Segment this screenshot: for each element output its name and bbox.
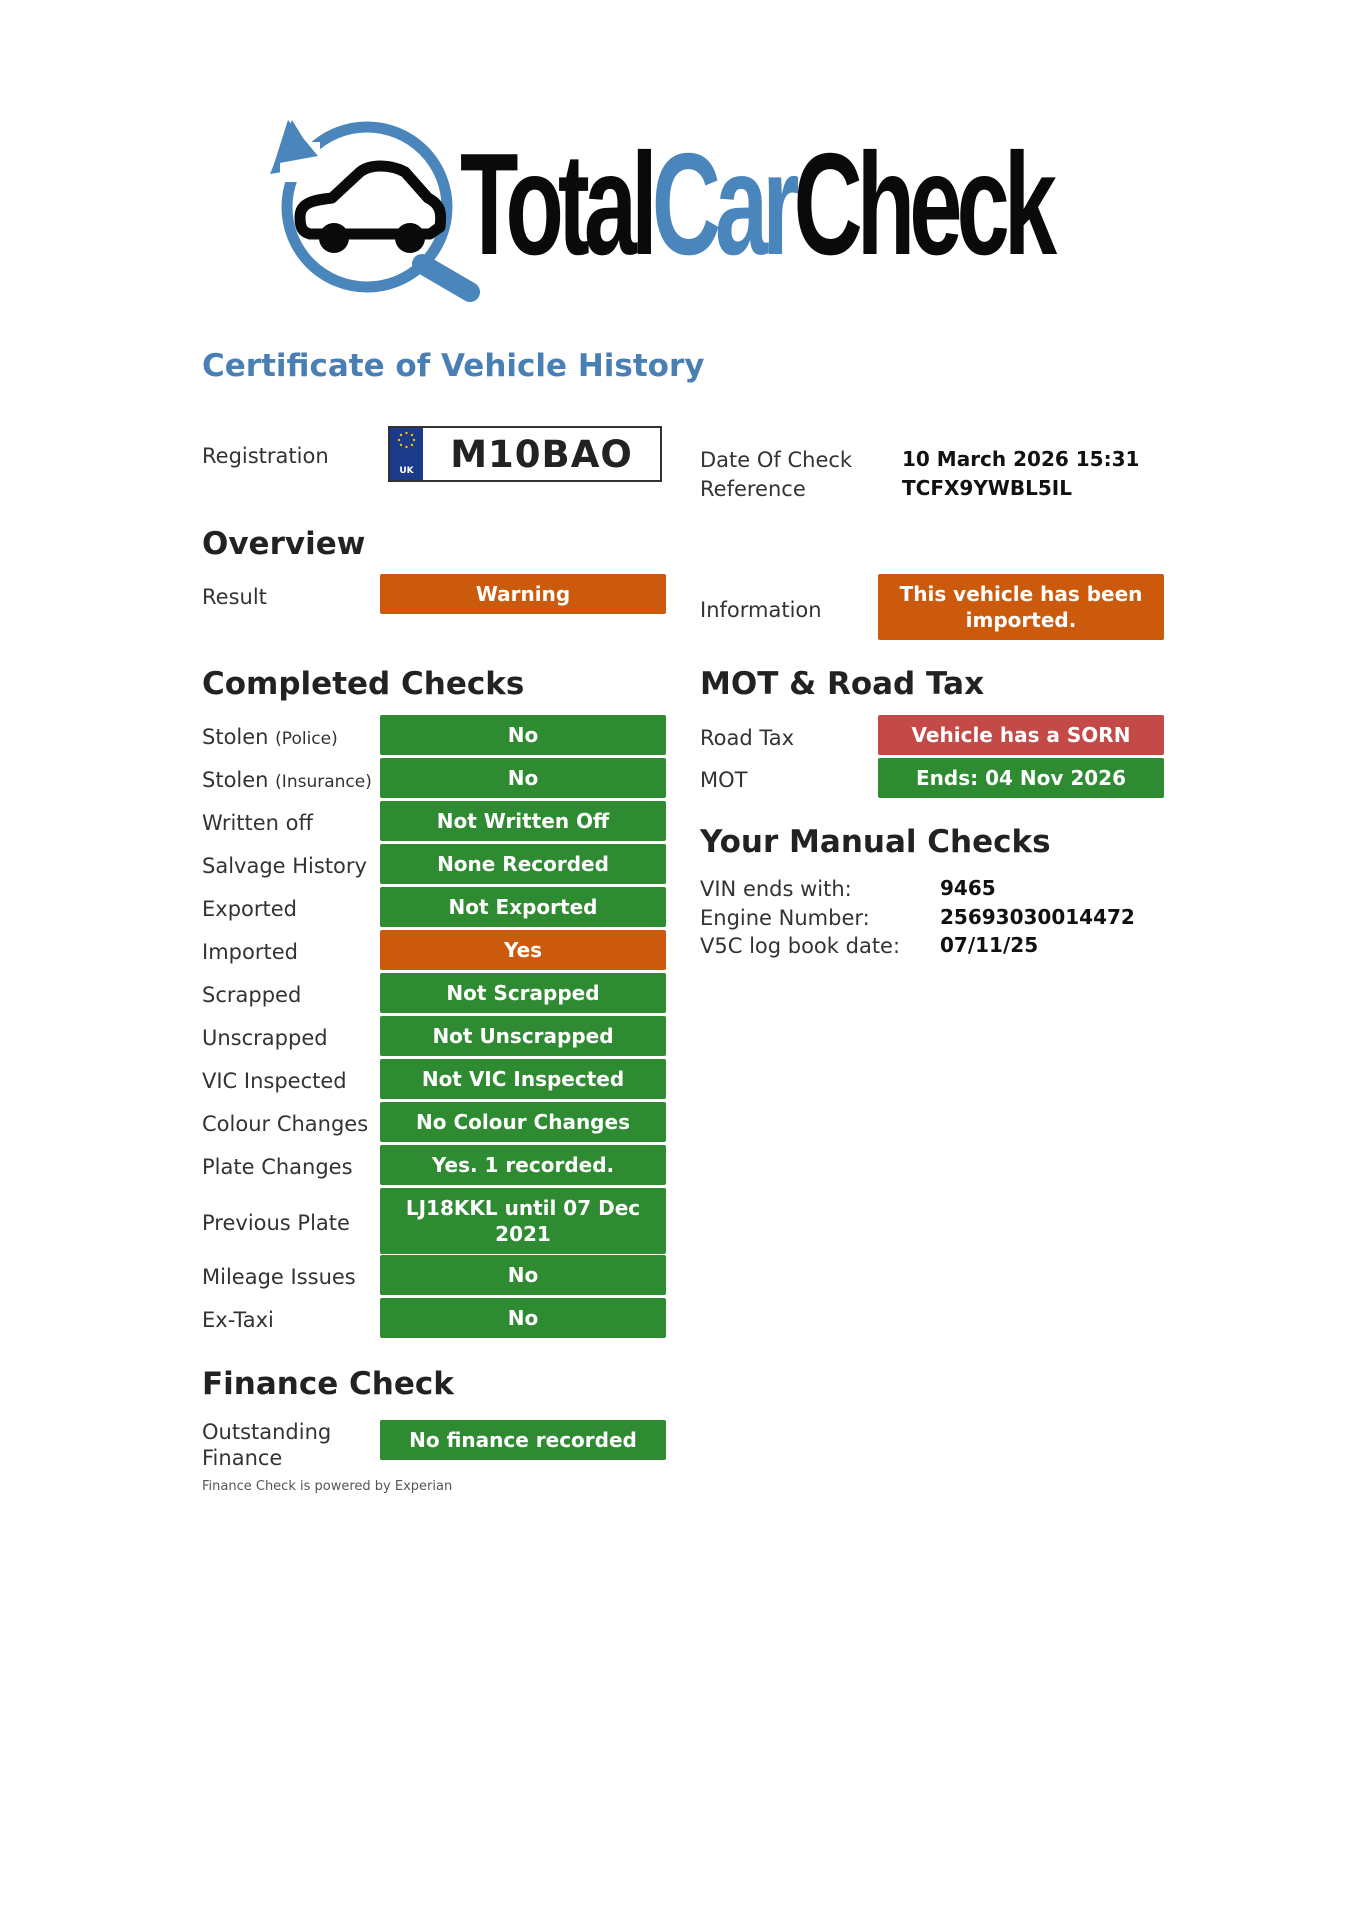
mot-badge: Ends: 04 Nov 2026 xyxy=(878,758,1164,798)
car-magnifier-logo-icon xyxy=(270,112,490,302)
check-result-badge: LJ18KKL until 07 Dec 2021 xyxy=(380,1188,666,1254)
check-label xyxy=(202,940,298,965)
check-label xyxy=(202,1112,368,1137)
check-label xyxy=(202,1308,274,1333)
check-label xyxy=(202,854,367,879)
check-label-qualifier: (Police) xyxy=(275,728,338,749)
check-label xyxy=(202,811,313,836)
check-result-badge: Yes xyxy=(380,930,666,970)
check-label-text: VIC Inspected xyxy=(202,1068,347,1093)
check-label-text: Scrapped xyxy=(202,982,302,1007)
plate-number: M10BAO xyxy=(450,432,633,476)
registration-label: Registration xyxy=(202,444,329,468)
manual-checks-heading: Your Manual Checks xyxy=(700,824,1051,860)
check-label-text: Mileage Issues xyxy=(202,1264,356,1289)
check-result-badge: No xyxy=(380,715,666,755)
check-result-badge: No xyxy=(380,1298,666,1338)
check-result-badge: Yes. 1 recorded. xyxy=(380,1145,666,1185)
brand-word-total: Total xyxy=(460,123,652,285)
road-tax-badge: Vehicle has a SORN xyxy=(878,715,1164,755)
check-result-badge: Not Unscrapped xyxy=(380,1016,666,1056)
result-badge: Warning xyxy=(380,574,666,614)
check-label xyxy=(202,897,297,922)
check-label xyxy=(202,768,372,795)
check-label-text: Ex-Taxi xyxy=(202,1307,274,1332)
check-label-text: Plate Changes xyxy=(202,1154,353,1179)
check-label-qualifier: (Insurance) xyxy=(275,771,372,792)
road-tax-label: Road Tax xyxy=(700,726,795,750)
engine-number-label: Engine Number: xyxy=(700,906,870,930)
overview-heading: Overview xyxy=(202,526,366,562)
v5c-date-label: V5C log book date: xyxy=(700,934,901,958)
v5c-date-value: 07/11/25 xyxy=(940,933,1039,957)
information-label: Information xyxy=(700,598,822,622)
check-label-text: Exported xyxy=(202,896,297,921)
check-label-text: Written off xyxy=(202,810,313,835)
check-result-badge: Not Written Off xyxy=(380,801,666,841)
check-result-badge: No xyxy=(380,1255,666,1295)
date-of-check-label: Date Of Check xyxy=(700,448,853,472)
brand-wordmark xyxy=(460,123,1052,285)
reference-label: Reference xyxy=(700,477,806,501)
check-result-badge: Not Exported xyxy=(380,887,666,927)
check-label-text: Stolen xyxy=(202,767,269,792)
registration-plate xyxy=(388,426,662,482)
finance-footnote: Finance Check is powered by Experian xyxy=(202,1479,453,1494)
check-label xyxy=(202,725,338,752)
mot-label: MOT xyxy=(700,768,748,792)
certificate-title: Certificate of Vehicle History xyxy=(202,348,705,384)
finance-badge: No finance recorded xyxy=(380,1420,666,1460)
check-result-badge: None Recorded xyxy=(380,844,666,884)
date-of-check-value: 10 March 2026 15:31 xyxy=(902,447,1140,471)
eu-stars-icon xyxy=(390,428,423,458)
check-label xyxy=(202,1155,353,1180)
brand-word-car: Car xyxy=(651,123,794,285)
check-label xyxy=(202,1265,356,1290)
vin-label: VIN ends with: xyxy=(700,877,852,901)
finance-check-heading: Finance Check xyxy=(202,1366,454,1402)
engine-number-value: 25693030014472 xyxy=(940,905,1135,929)
check-label-text: Salvage History xyxy=(202,853,367,878)
check-result-badge: Not Scrapped xyxy=(380,973,666,1013)
check-label xyxy=(202,1026,328,1051)
plate-country-code: UK xyxy=(399,466,414,476)
result-label: Result xyxy=(202,585,267,609)
check-label-text: Unscrapped xyxy=(202,1025,328,1050)
check-label xyxy=(202,983,301,1008)
check-label-text: Imported xyxy=(202,939,298,964)
outstanding-finance-label-line1: Outstanding xyxy=(202,1420,332,1444)
vin-value: 9465 xyxy=(940,876,996,900)
mot-road-tax-heading: MOT & Road Tax xyxy=(700,666,985,702)
check-result-badge: No Colour Changes xyxy=(380,1102,666,1142)
check-label xyxy=(202,1211,350,1236)
check-label xyxy=(202,1069,347,1094)
check-label-text: Colour Changes xyxy=(202,1111,369,1136)
check-result-badge: No xyxy=(380,758,666,798)
eu-flag-band xyxy=(390,428,423,480)
check-label-text: Stolen xyxy=(202,724,269,749)
reference-value: TCFX9YWBL5IL xyxy=(902,476,1072,500)
outstanding-finance-label-line2: Finance xyxy=(202,1446,283,1470)
check-label-text: Previous Plate xyxy=(202,1210,350,1235)
brand-word-check: Check xyxy=(793,123,1052,285)
information-badge: This vehicle has been imported. xyxy=(878,574,1164,640)
completed-checks-heading: Completed Checks xyxy=(202,666,525,702)
check-result-badge: Not VIC Inspected xyxy=(380,1059,666,1099)
